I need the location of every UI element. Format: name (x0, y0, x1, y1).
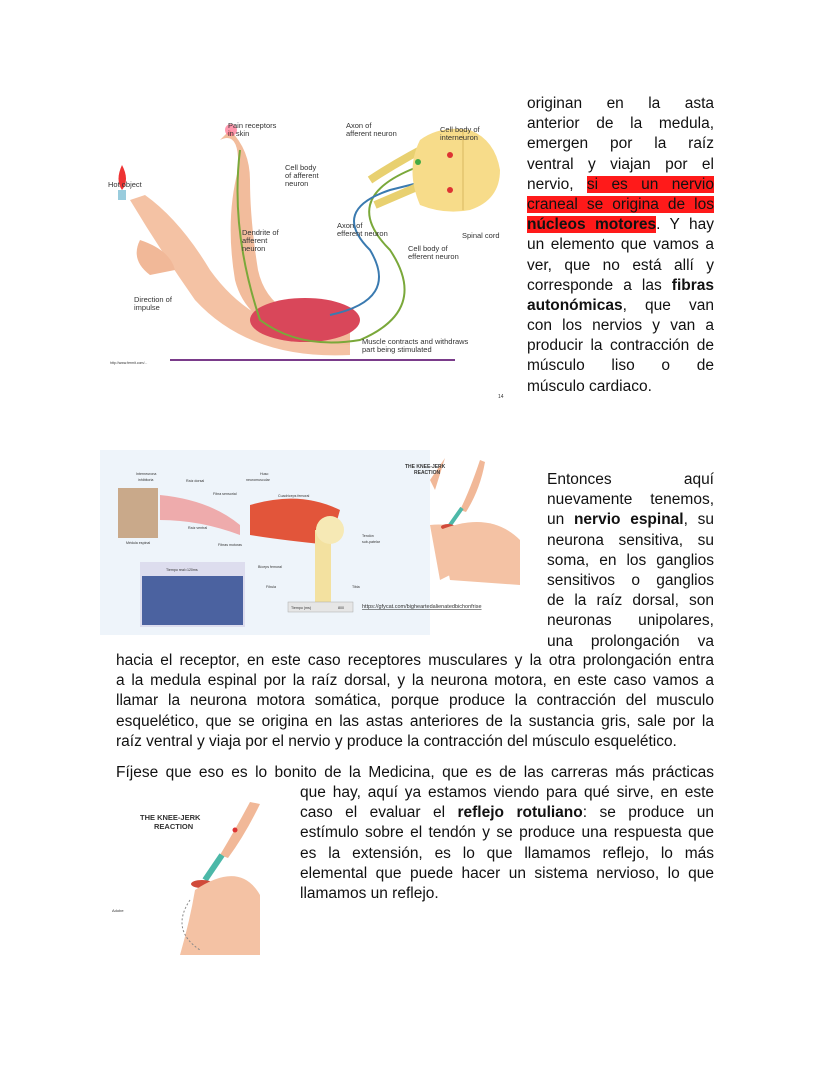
text-line (527, 296, 714, 316)
text-segment: que hay, aquí ya estamos viendo para qué sirve, en este (300, 784, 714, 801)
text-line (527, 114, 714, 134)
text-line (547, 531, 714, 551)
knee3-title-1: THE KNEE-JERK (140, 813, 201, 822)
text-line (547, 510, 714, 530)
bold-text: reflejo rotuliano (457, 804, 583, 822)
tiempo-label: Tiempo (ms) (291, 606, 312, 610)
label-cell-body-interneuron-1: Cell body of (440, 125, 480, 134)
label-spinal-cord: Spinal cord (462, 231, 500, 240)
label-tendon-2: sub-patelar (362, 540, 380, 544)
text-line (547, 551, 714, 571)
reflex-arc-figure (100, 110, 520, 410)
text-line (527, 256, 714, 276)
highlighted-text: núcleos motores (527, 216, 657, 234)
text-segment: nuevamente tenemos, (547, 491, 714, 509)
text-line (300, 844, 714, 864)
label-cell-body-interneuron-2: interneuron (440, 133, 478, 142)
text-segment: sensitivos o ganglios (547, 571, 714, 589)
text-line (527, 215, 714, 235)
knee-title-1: THE KNEE-JERK (405, 464, 446, 470)
text-line (300, 884, 714, 904)
text-line (116, 671, 714, 691)
text-segment: raíz ventral y viaja por el nervio y produce la contracción del músculo esquelético. (116, 732, 677, 750)
text-line (527, 155, 714, 175)
highlighted-text: si es un nervio (586, 175, 714, 193)
label-biceps: Bíceps femoral (258, 565, 282, 569)
text-segment: . Y hay (656, 216, 714, 234)
text-segment: Entonces aquí (547, 471, 714, 488)
text-line (547, 632, 714, 652)
text-segment: una prolongación va (547, 632, 714, 650)
label-axon-efferent-2: efferent neuron (337, 229, 388, 238)
text-segment: es la extensión, es lo que llamamos reflejo, lo más (300, 844, 714, 862)
paragraph-spinal-nerve-cont (116, 651, 714, 752)
label-pain-2: in skin (228, 129, 250, 138)
text-line (527, 276, 714, 296)
inset-title: Tiempo real=120ms (166, 568, 198, 572)
text-segment: esquelético, que se origina en las astas anteriores de la sustancia gris, sale por la (116, 712, 714, 730)
paragraph-reflex (300, 783, 714, 904)
text-segment: anterior de la medula, (527, 115, 714, 133)
label-axon-efferent-1: Axon of (337, 221, 363, 230)
bold-text: nervio espinal (573, 511, 684, 529)
text-line (116, 712, 714, 732)
text-segment: ver, que no está allí y (527, 256, 714, 274)
text-segment: neurona sensitiva, su (547, 531, 714, 549)
image-caption: Adobe (112, 908, 124, 913)
paragraph-spinal-nerve (547, 470, 714, 652)
text-segment: nervio, (527, 175, 587, 193)
bold-text: autonómicas (527, 296, 623, 314)
label-muscle-2: part being stimulated (362, 345, 432, 354)
text-line (527, 316, 714, 336)
text-line (116, 691, 714, 711)
text-line (527, 356, 714, 376)
text-segment: un elemento que vamos a (527, 236, 714, 254)
label-cell-body-afferent-2: of afferent (285, 171, 319, 180)
highlighted-text: craneal se origina de los (527, 195, 714, 213)
knee-jerk-figure (110, 800, 270, 960)
text-line (527, 134, 714, 154)
label-raiz-dorsal: Raíz dorsal (186, 479, 205, 483)
text-line (547, 470, 714, 490)
text-segment: de la raíz dorsal, son (547, 592, 714, 610)
text-line (116, 651, 714, 671)
text-segment: elemental que puede hacer un sistema nervioso, lo que (300, 864, 714, 882)
label-axon-afferent-2: afferent neuron (346, 129, 397, 138)
text-segment: neuronas unipolares, (547, 612, 714, 630)
text-line (300, 783, 714, 803)
label-dendrite-3: neuron (242, 244, 266, 253)
label-huso-2: neuromuscular (246, 478, 270, 482)
text-segment: ventral y viajan por el (527, 155, 714, 173)
label-tibia: Tibia (352, 585, 360, 589)
text-segment: a la medula espinal por la raíz dorsal, y la neurona motora, en este caso vamos a (116, 672, 714, 690)
text-line (527, 175, 714, 195)
knee3-title-2: REACTION (154, 822, 194, 831)
text-line (547, 611, 714, 631)
label-raiz-ventral: Raíz ventral (188, 526, 208, 530)
text-line (547, 571, 714, 591)
tiempo-value: 800 (338, 606, 344, 610)
paragraph-medicine (116, 763, 714, 783)
bold-text: fibras (671, 276, 714, 294)
label-cell-body-efferent-2: efferent neuron (408, 252, 459, 261)
label-cell-body-afferent-1: Cell body (285, 163, 317, 172)
slide-page-number: 14 (498, 394, 504, 400)
text-segment: , su (683, 511, 714, 529)
text-line (527, 336, 714, 356)
text-segment: estímulo sobre el tendón y se produce una respuesta que (300, 824, 714, 842)
text-segment: caso el evaluar el (300, 804, 458, 822)
text-line (116, 732, 714, 752)
text-line (300, 864, 714, 884)
label-muscle-1: Muscle contracts and withdraws (362, 337, 469, 346)
label-huso-1: Huso (260, 472, 269, 476)
label-dendrite-1: Dendrite of (242, 228, 279, 237)
label-tendon-1: Tendón (362, 534, 374, 538)
label-axon-afferent-1: Axon of (346, 121, 372, 130)
text-segment: corresponde a las (527, 276, 672, 294)
text-line (547, 591, 714, 611)
label-dendrite-2: afferent (242, 236, 268, 245)
text-segment: hacia el receptor, en este caso receptores musculares y la otra prolongación entra (116, 652, 714, 669)
label-cell-body-afferent-3: neuron (285, 179, 309, 188)
label-pain-1: Pain receptors (228, 121, 277, 130)
text-segment: un (547, 511, 574, 529)
label-medula: Médula espinal (126, 541, 151, 545)
label-direction-1: Direction of (134, 295, 172, 304)
text-segment: emergen por la raíz (527, 135, 714, 153)
text-segment: Fíjese que eso es lo bonito de la Medicina, que es de las carreras más prácticas (116, 764, 714, 781)
text-line (300, 823, 714, 843)
label-cell-body-efferent-1: Cell body of (408, 244, 448, 253)
label-interneurona-1: Interneurona (136, 472, 157, 476)
text-segment: músculo liso o de (527, 357, 714, 375)
text-segment: , que van (622, 296, 714, 314)
text-line (547, 490, 714, 510)
text-line (527, 235, 714, 255)
text-segment: llamar la neurona motora somática, porque produce la contracción del musculo (116, 692, 714, 710)
knee-title-2: REACTION (414, 470, 441, 476)
text-segment: músculo cardiaco. (527, 377, 652, 395)
label-fibula: Fíbula (266, 585, 276, 589)
text-line (300, 803, 714, 823)
text-segment: llamamos un reflejo. (300, 884, 439, 902)
text-line (116, 763, 714, 783)
knee-reflex-figure (100, 450, 540, 640)
label-interneurona-2: inhibitoria (138, 478, 154, 482)
text-segment: originan en la asta (527, 95, 714, 112)
figure-source-url: http://www.fermit.com/... (110, 361, 148, 365)
text-segment: producir la contracción de (527, 337, 714, 355)
text-line (527, 94, 714, 114)
label-fibra-sensorial: Fibra sensorial (213, 492, 237, 496)
label-cuadriceps: Cuadríceps femoral (278, 494, 310, 498)
text-line (527, 195, 714, 215)
text-segment: con los nervios y van a (527, 317, 714, 335)
text-segment: soma, en los ganglios (547, 551, 714, 569)
text-segment: : se produce un (582, 804, 715, 822)
gfycat-link[interactable]: https://gfycat.com/bigheartedalienatedbichonfrise (362, 604, 482, 610)
label-fibras-motoras: Fibras motoras (218, 543, 242, 547)
label-direction-2: impulse (134, 303, 160, 312)
text-line (527, 377, 714, 397)
label-hot-object: Hot object (108, 180, 142, 189)
paragraph-efferent (527, 94, 714, 397)
